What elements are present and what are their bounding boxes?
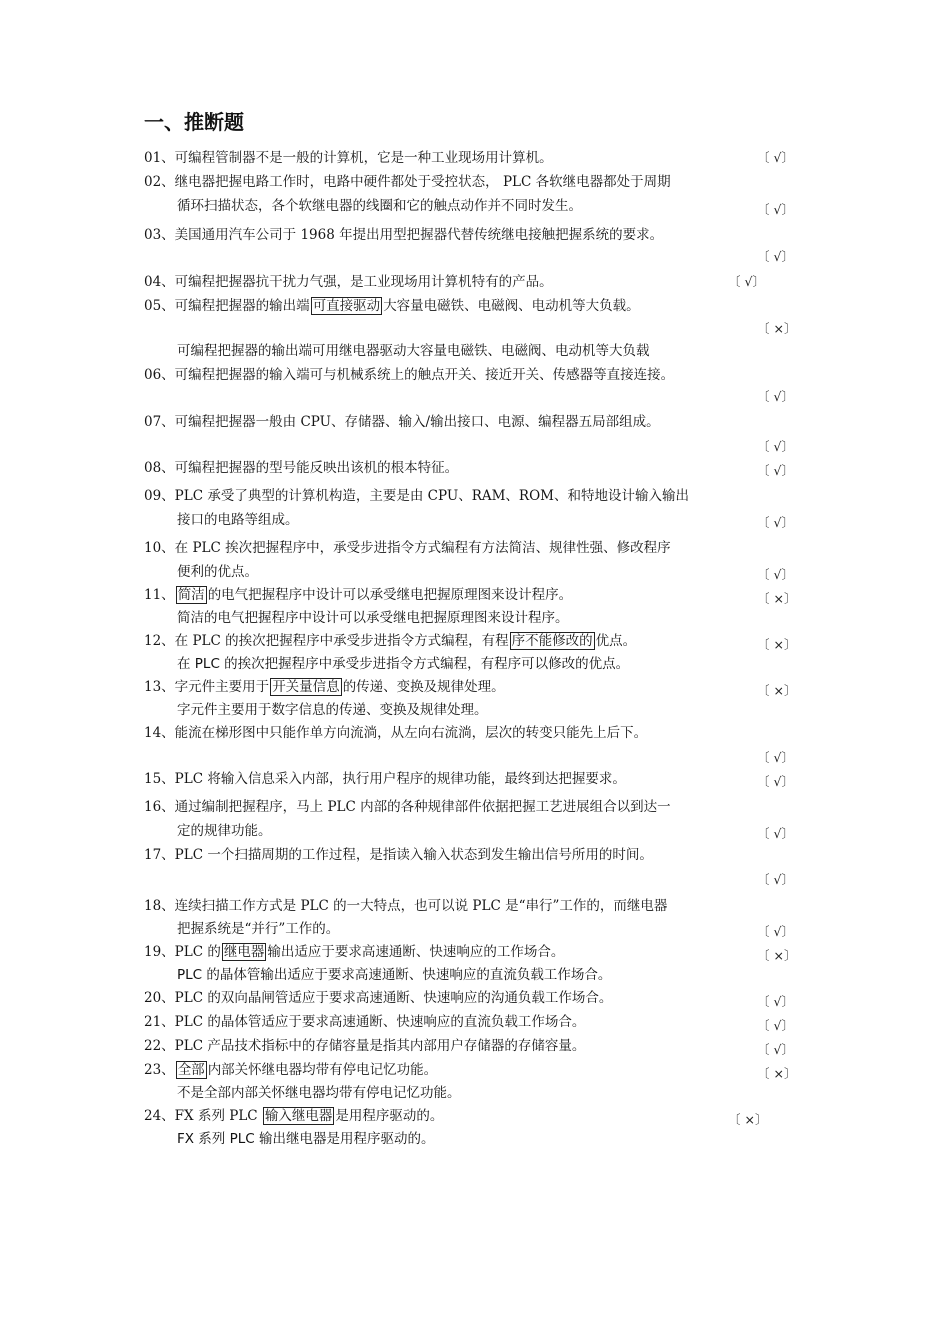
- answer-mark-10: 〔 √〕: [757, 567, 794, 582]
- marked-error-19: 继电器: [223, 944, 265, 960]
- marked-error-24: 输入继电器: [264, 1108, 333, 1124]
- answer-mark-03: 〔 √〕: [757, 249, 794, 264]
- question-18-cont: 把握系统是“并行”工作的。: [177, 921, 340, 937]
- question-12: [144, 632, 636, 650]
- question-08: 08、可编程把握器的型号能反映出该机的根本特征。: [144, 460, 459, 476]
- answer-mark-18: 〔 √〕: [757, 924, 794, 939]
- question-06: 06、可编程把握器的输入端可与机械系统上的触点开关、接近开关、传感器等直接连接。: [144, 367, 675, 383]
- question-18: 18、连续扫描工作方式是 PLC 的一大特点，也可以说 PLC 是“串行”工作的，而继电器: [144, 898, 668, 914]
- question-02-cont: 循环扫描状态，各个软继电器的线圈和它的触点动作并不同时发生。: [177, 198, 582, 214]
- marked-error-11: 简洁: [177, 587, 205, 603]
- question-13: [144, 678, 505, 696]
- question-10-cont: 便利的优点。: [177, 564, 258, 580]
- question-04: 04、可编程把握器抗干扰力气强，是工业现场用计算机特有的产品。: [144, 274, 553, 290]
- answer-mark-13: 〔 ×〕: [757, 683, 797, 698]
- question-24-pre: 24、FX 系列 PLC: [144, 1108, 262, 1124]
- question-13-post: 的传递、变换及规律处理。: [342, 679, 505, 695]
- answer-mark-06: 〔 √〕: [757, 389, 794, 404]
- correction-24: FX 系列 PLC 输出继电器是用程序驱动的。: [177, 1131, 435, 1147]
- marked-error-12: 序不能修改的: [511, 633, 593, 649]
- question-19: [144, 943, 564, 961]
- answer-mark-16: 〔 √〕: [757, 826, 794, 841]
- correction-19: PLC 的晶体管输出适应于要求高速通断、快速响应的直流负载工作场合。: [177, 967, 612, 983]
- answer-mark-05: 〔 ×〕: [757, 321, 797, 336]
- answer-mark-01: 〔 √〕: [757, 150, 794, 165]
- question-20: 20、PLC 的双向晶闸管适应于要求高速通断、快速响应的沟通负载工作场合。: [144, 990, 613, 1006]
- correction-12: 在 PLC 的挨次把握程序中承受步进指令方式编程，有程序可以修改的优点。: [177, 656, 630, 672]
- question-24-post: 是用程序驱动的。: [335, 1108, 444, 1124]
- question-11: [144, 586, 572, 604]
- question-17: 17、PLC 一个扫描周期的工作过程，是指读入输入状态到发生输出信号所用的时间。: [144, 847, 653, 863]
- marked-error-23: 全部: [177, 1062, 205, 1078]
- answer-mark-11: 〔 ×〕: [757, 591, 797, 606]
- question-10: 10、在 PLC 挨次把握程序中，承受步进指令方式编程有方法简洁、规律性强、修改程序: [144, 540, 671, 556]
- answer-mark-02: 〔 √〕: [757, 202, 794, 217]
- answer-mark-15: 〔 √〕: [757, 774, 794, 789]
- question-09: 09、PLC 承受了典型的计算机构造，主要是由 CPU、RAM、ROM、和特地设计输入输出: [144, 488, 689, 504]
- section-title: 一、推断题: [144, 110, 244, 134]
- answer-mark-04: 〔 √〕: [728, 274, 765, 289]
- question-13-pre: 13、字元件主要用于: [144, 679, 270, 695]
- question-05-pre: 05、可编程把握器的输出端: [144, 298, 310, 314]
- question-07: 07、可编程把握器一般由 CPU、存储器、输入/输出接口、电源、编程器五局部组成。: [144, 414, 660, 430]
- question-23-post: 内部关怀继电器均带有停电记忆功能。: [207, 1062, 438, 1078]
- question-23-pre: 23、: [144, 1062, 175, 1078]
- answer-mark-12: 〔 ×〕: [757, 637, 797, 652]
- question-15: 15、PLC 将输入信息采入内部，执行用户程序的规律功能，最终到达把握要求。: [144, 771, 626, 787]
- question-14: 14、能流在梯形图中只能作单方向流淌，从左向右流淌，层次的转变只能先上后下。: [144, 725, 648, 741]
- question-16: 16、通过编制把握程序，马上 PLC 内部的各种规律部件依据把握工艺进展组合以到达一: [144, 799, 671, 815]
- answer-mark-21: 〔 √〕: [757, 1018, 794, 1033]
- question-21: 21、PLC 的晶体管适应于要求高速通断、快速响应的直流负载工作场合。: [144, 1014, 586, 1030]
- question-11-pre: 11、: [144, 587, 175, 603]
- question-05: [144, 297, 640, 315]
- question-16-cont: 定的规律功能。: [177, 823, 272, 839]
- answer-mark-08: 〔 √〕: [757, 463, 794, 478]
- question-02: 02、继电器把握电路工作时，电路中硬件都处于受控状态， PLC 各软继电器都处于周期: [144, 174, 671, 190]
- question-19-post: 输出适应于要求高速通断、快速响应的工作场合。: [267, 944, 565, 960]
- marked-error-05: 可直接驱动: [312, 298, 381, 314]
- question-01: 01、可编程管制器不是一般的计算机，它是一种工业现场用计算机。: [144, 150, 553, 166]
- marked-error-13: 开关量信息: [272, 679, 340, 695]
- question-12-post: 优点。: [595, 633, 637, 649]
- question-23: [144, 1061, 437, 1079]
- answer-mark-24: 〔 ×〕: [728, 1112, 768, 1127]
- answer-mark-22: 〔 √〕: [757, 1042, 794, 1057]
- answer-mark-14: 〔 √〕: [757, 750, 794, 765]
- correction-13: 字元件主要用于数字信息的传递、变换及规律处理。: [177, 702, 488, 718]
- correction-23: 不是全部内部关怀继电器均带有停电记忆功能。: [177, 1085, 461, 1101]
- correction-05: 可编程把握器的输出端可用继电器驱动大容量电磁铁、电磁阀、电动机等大负载: [177, 343, 650, 359]
- answer-mark-19: 〔 ×〕: [757, 948, 797, 963]
- question-03: 03、美国通用汽车公司于 1968 年提出用型把握器代替传统继电接触把握系统的要求。: [144, 227, 664, 243]
- answer-mark-23: 〔 ×〕: [757, 1066, 797, 1081]
- question-22: 22、PLC 产品技术指标中的存储容量是指其内部用户存储器的存储容量。: [144, 1038, 586, 1054]
- question-11-post: 的电气把握程序中设计可以承受继电把握原理图来设计程序。: [207, 587, 573, 603]
- question-09-cont: 接口的电路等组成。: [177, 512, 299, 528]
- question-24: [144, 1107, 443, 1125]
- correction-11: 简洁的电气把握程序中设计可以承受继电把握原理图来设计程序。: [177, 610, 569, 626]
- answer-mark-17: 〔 √〕: [757, 872, 794, 887]
- question-12-pre: 12、在 PLC 的挨次把握程序中承受步进指令方式编程，有程: [144, 633, 509, 649]
- answer-mark-09: 〔 √〕: [757, 515, 794, 530]
- answer-mark-20: 〔 √〕: [757, 994, 794, 1009]
- question-05-post: 大容量电磁铁、电磁阀、电动机等大负载。: [383, 298, 640, 314]
- question-19-pre: 19、PLC 的: [144, 944, 221, 960]
- answer-mark-07: 〔 √〕: [757, 439, 794, 454]
